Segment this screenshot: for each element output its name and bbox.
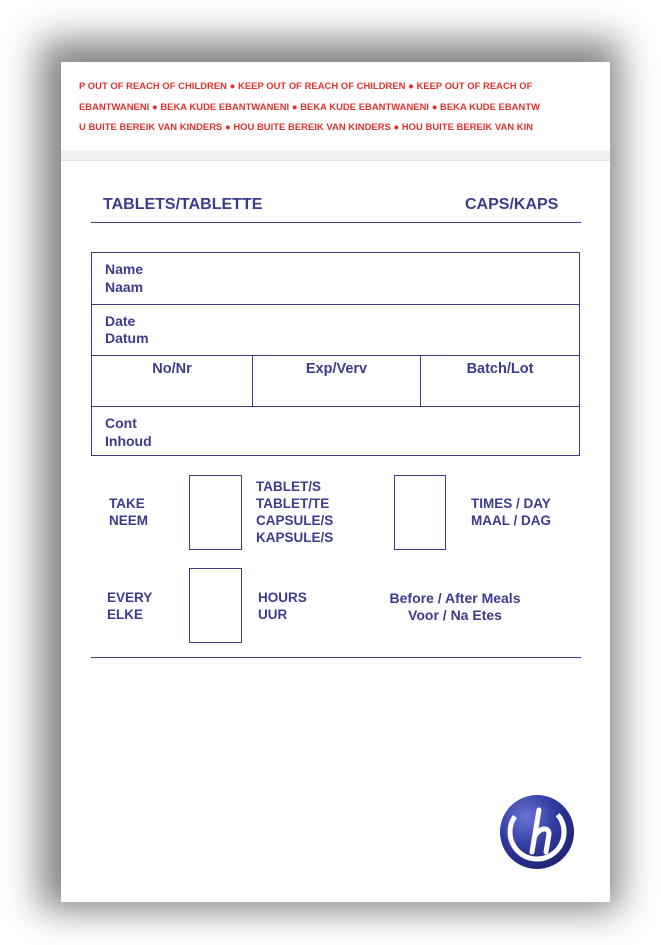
warning-line-afrikaans: U BUITE BEREIK VAN KINDERS ● HOU BUITE BEREIK VAN KINDERS ● HOU BUITE BEREIK VAN KIN [79, 121, 534, 132]
no-label: No/Nr [152, 361, 192, 377]
times-per-day-label: TIMES / DAY [471, 496, 551, 511]
datum-label: Datum [105, 330, 149, 346]
prescription-label [61, 62, 610, 902]
take-label: TAKE [109, 496, 145, 511]
warning-line-zulu: EBANTWANENI ● BEKA KUDE EBANTWANENI ● BEKA KUDE EBANTWANENI ● BEKA KUDE EBANTW [79, 101, 540, 112]
every-label: EVERY [107, 590, 153, 605]
tablette-unit-label: TABLET/TE [256, 496, 330, 511]
exp-label: Exp/Verv [305, 361, 368, 377]
date-label: Date [105, 313, 136, 329]
header-rule [91, 222, 581, 223]
quantity-box[interactable] [189, 475, 242, 550]
batch-row [92, 356, 579, 407]
naam-label: Naam [105, 279, 144, 295]
tablets-heading: TABLETS/TABLETTE [103, 196, 263, 213]
meals-label: Before / After Meals [389, 590, 521, 606]
frequency-box[interactable] [394, 475, 446, 550]
banner-divider [61, 150, 610, 161]
inhoud-label: Inhoud [105, 433, 152, 449]
pharmacy-logo [499, 794, 575, 870]
name-row[interactable] [92, 253, 579, 305]
etes-label: Voor / Na Etes [408, 607, 502, 623]
name-label: Name [105, 261, 144, 277]
neem-label: NEEM [109, 513, 149, 528]
uur-label: UUR [258, 607, 288, 622]
details-table [91, 252, 580, 456]
content-row[interactable] [92, 407, 579, 455]
elke-label: ELKE [107, 607, 144, 622]
kapsules-unit-label: KAPSULE/S [256, 530, 334, 545]
date-row[interactable] [92, 305, 579, 356]
hours-label: HOURS [258, 590, 307, 605]
footer-rule [91, 657, 581, 658]
warning-line-english: P OUT OF REACH OF CHILDREN ● KEEP OUT OF REACH OF CHILDREN ● KEEP OUT OF REACH OF [79, 80, 533, 91]
cont-label: Cont [105, 415, 137, 431]
hours-box[interactable] [189, 568, 242, 643]
warning-banner [61, 62, 610, 151]
tablets-unit-label: TABLET/S [256, 479, 321, 494]
brand-logo-icon [499, 794, 575, 870]
capsules-unit-label: CAPSULE/S [256, 513, 334, 528]
maal-per-dag-label: MAAL / DAG [471, 513, 551, 528]
caps-heading: CAPS/KAPS [465, 196, 559, 213]
batch-label: Batch/Lot [466, 361, 534, 377]
